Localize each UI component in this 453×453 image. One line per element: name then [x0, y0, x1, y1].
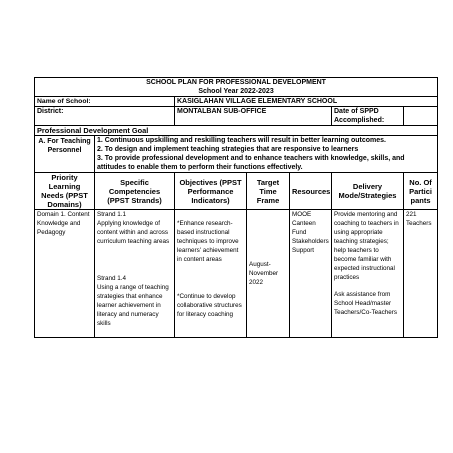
sppd-document — [34, 77, 437, 338]
school-name-value: KASIGLAHAN VILLAGE ELEMENTARY SCHOOL — [175, 97, 438, 107]
district-label: District: — [35, 107, 175, 126]
goal-item: 3. To provide professional development and to enhance teachers with knowledge, skills, and attitudes to enable them to perform their functions effectively. — [97, 155, 405, 171]
sppd-table — [34, 77, 438, 338]
date-label: Date of SPPD Accomplished: — [332, 107, 404, 126]
strand-text: Using a range of teaching strategies that enhance learner achievement in literacy and numeracy skills — [97, 284, 169, 327]
column-header: Specific Competencies (PPST Strands) — [95, 173, 175, 210]
document-title: SCHOOL PLAN FOR PROFESSIONAL DEVELOPMENT — [146, 79, 326, 86]
date-value — [404, 107, 438, 126]
column-header: Resources — [290, 173, 332, 210]
column-header: Priority Learning Needs (PPST Domains) — [35, 173, 95, 210]
resources-cell: MOOE Canteen Fund Stakeholders Support — [290, 210, 332, 338]
participants-cell: 221 Teachers — [404, 210, 438, 338]
document-title-cell — [35, 78, 438, 97]
strand-title: Strand 1.4 — [97, 275, 127, 282]
objective: *Enhance research-based instructional techniques to improve learners' achievement in content areas — [177, 220, 239, 263]
objectives-cell — [175, 210, 247, 338]
goal-item: 1. Continuous upskilling and reskilling teachers will result in better learning outcomes. — [97, 137, 386, 144]
delivery-cell — [332, 210, 404, 338]
domain-cell: Domain 1. Content Knowledge and Pedagogy — [35, 210, 95, 338]
goal-list — [95, 136, 438, 173]
goal-item: 2. To design and implement teaching strategies that are responsive to learners — [97, 146, 359, 153]
column-header: Target Time Frame — [247, 173, 290, 210]
school-year: School Year 2022-2023 — [198, 88, 274, 95]
objective: *Continue to develop collaborative structures for literacy coaching — [177, 293, 242, 318]
strand-text: Applying knowledge of content within and across curriculum teaching areas — [97, 220, 170, 245]
delivery-strategy: Provide mentoring and coaching to teachers in using appropriate teaching strategies; help teachers to become familiar with expected instructional practices — [334, 211, 399, 281]
table-row — [35, 210, 438, 338]
competencies-cell — [95, 210, 175, 338]
goal-heading: Professional Development Goal — [35, 126, 438, 136]
column-header: Delivery Mode/Strategies — [332, 173, 404, 210]
strand-title: Strand 1.1 — [97, 211, 127, 218]
column-header: No. Of Partici pants — [404, 173, 438, 210]
district-value: MONTALBAN SUB-OFFICE — [175, 107, 332, 126]
delivery-strategy: Ask assistance from School Head/master Teachers/Co-Teachers — [334, 291, 397, 316]
school-name-label: Name of School: — [35, 97, 175, 107]
column-header: Objectives (PPST Performance Indicators) — [175, 173, 247, 210]
time-frame-cell: August-November 2022 — [247, 210, 290, 338]
goal-label: A. For Teaching Personnel — [35, 136, 95, 173]
